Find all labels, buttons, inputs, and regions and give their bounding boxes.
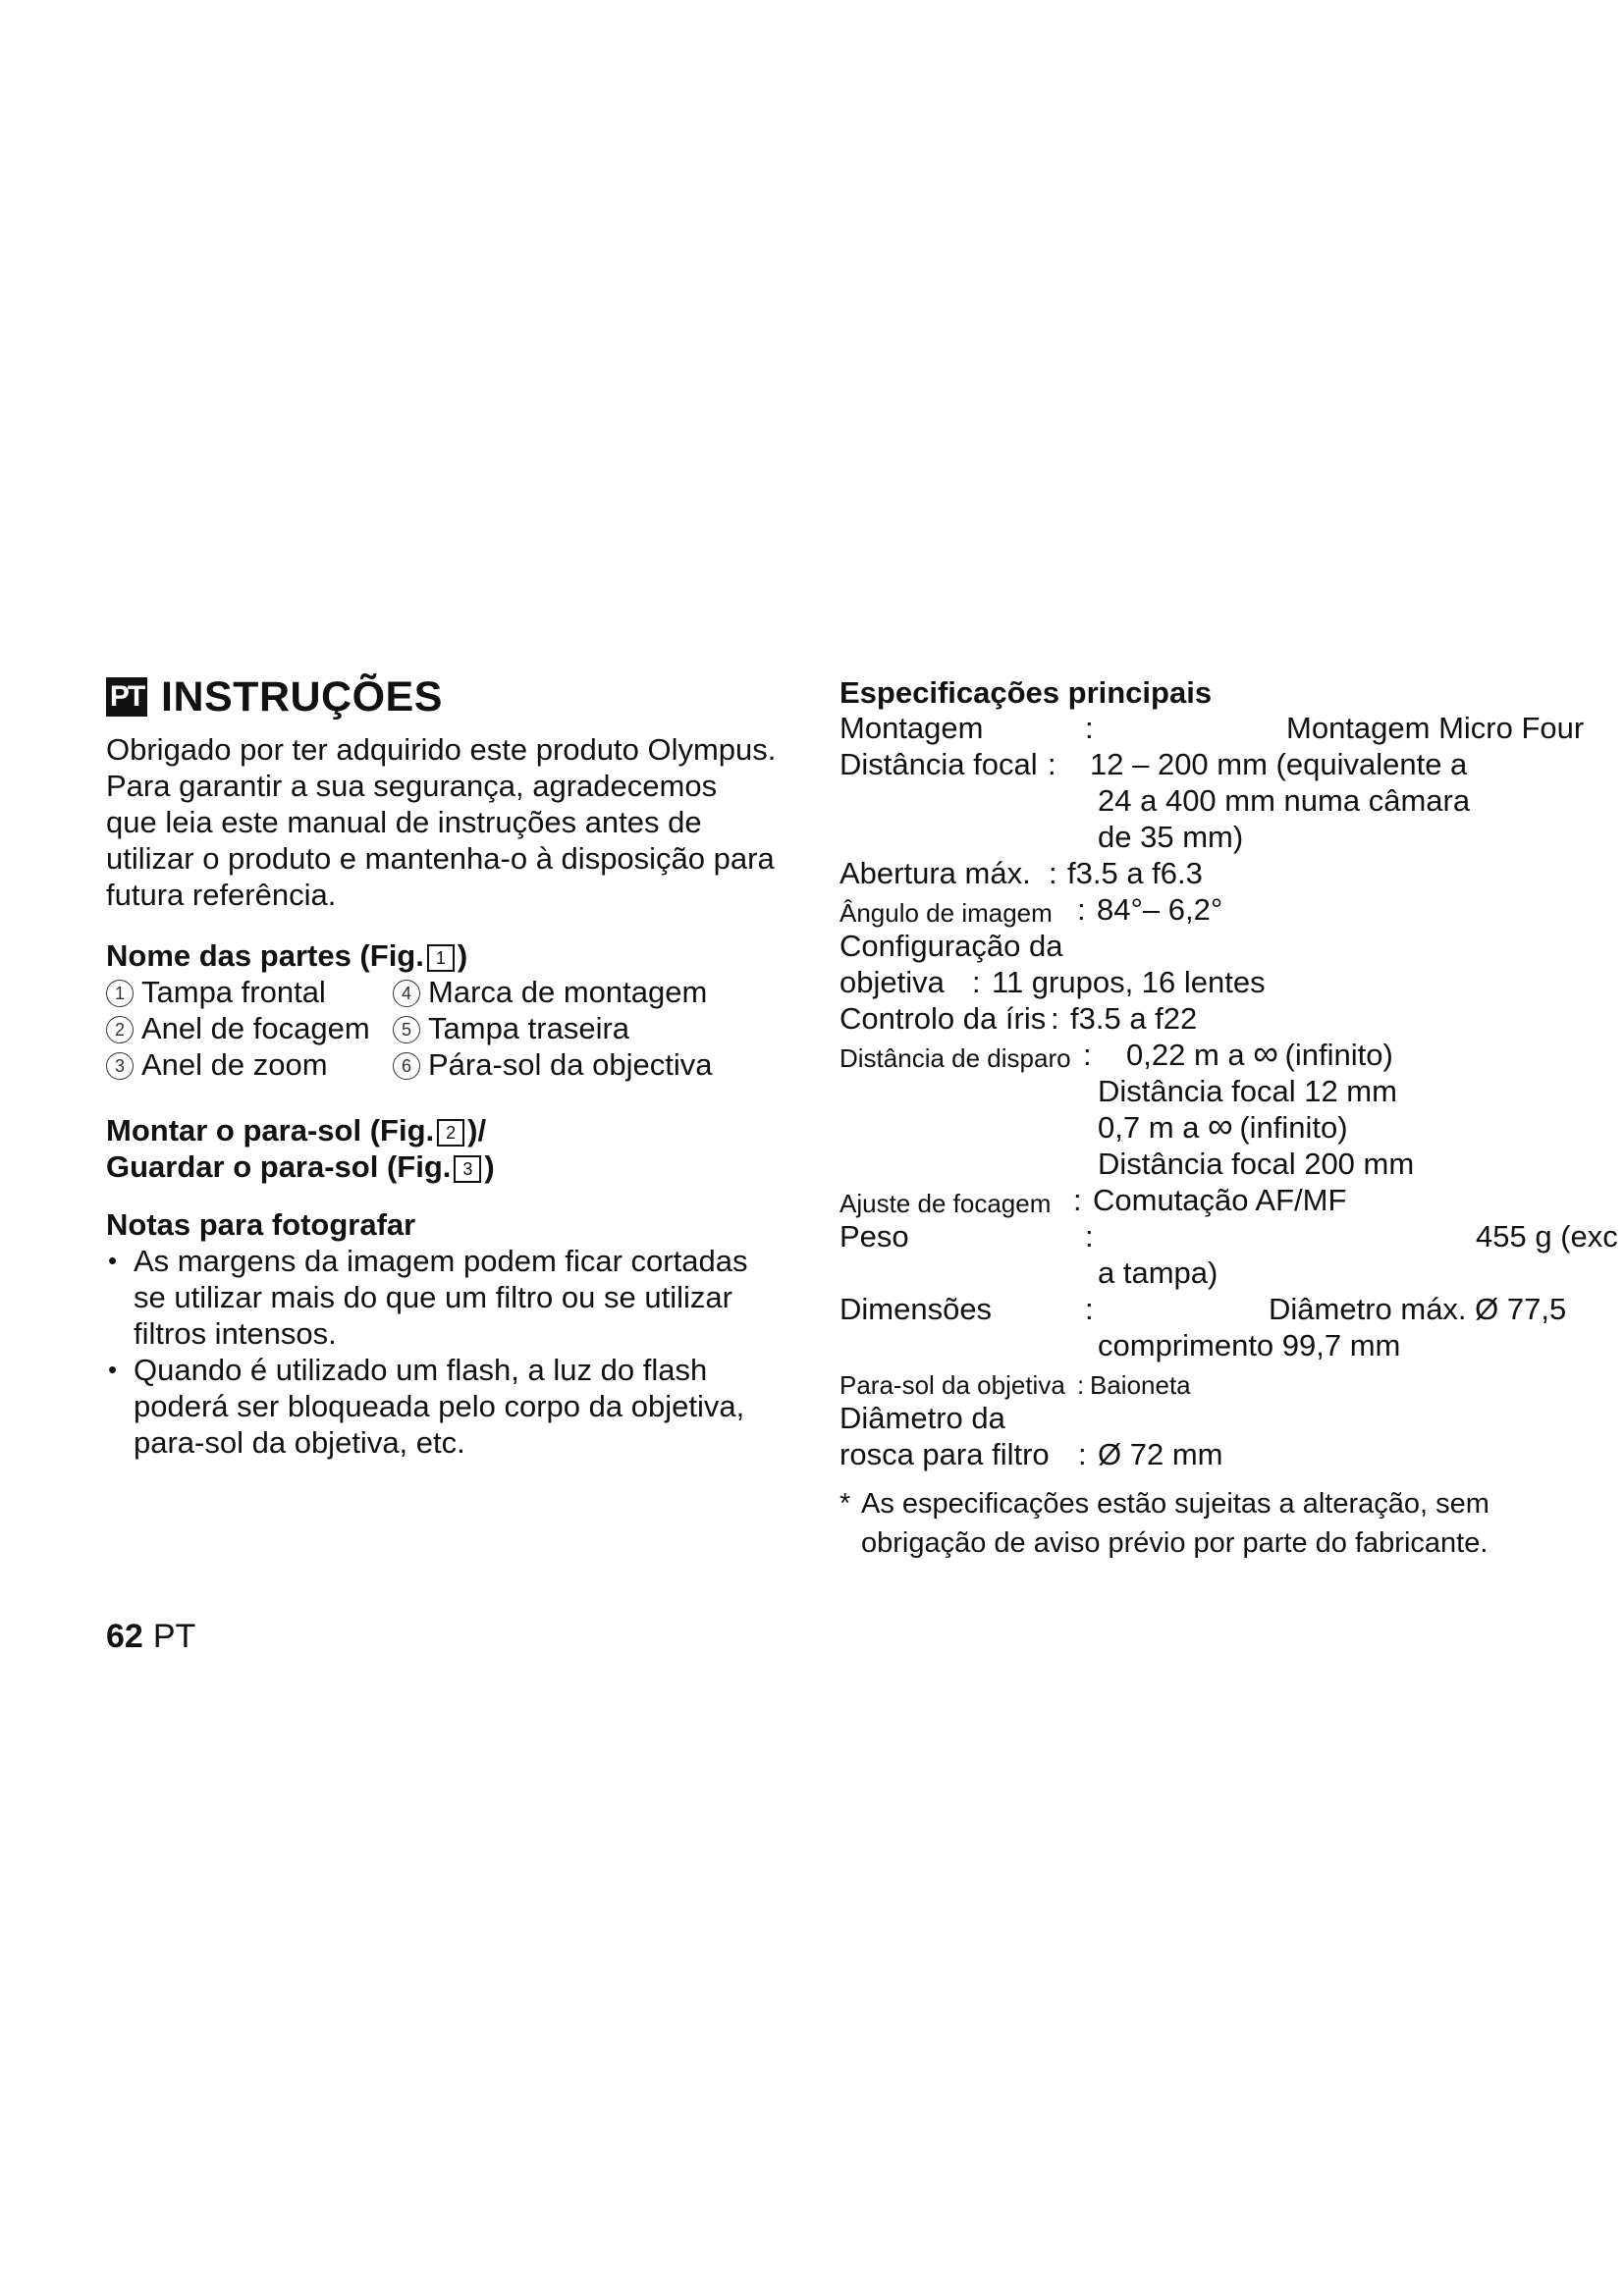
spec-label: objetiva bbox=[839, 965, 945, 999]
spec-row-weight bbox=[839, 1218, 1624, 1255]
note-line: As margens da imagem podem ficar cortadas bbox=[134, 1244, 748, 1278]
hood-section bbox=[106, 1112, 793, 1185]
parts-heading-text: Nome das partes (Fig. bbox=[106, 938, 424, 973]
spec-colon: : bbox=[1077, 1370, 1085, 1400]
spec-value: f3.5 a f6.3 bbox=[1067, 856, 1203, 890]
spec-row-config bbox=[839, 928, 1624, 964]
spec-label: Dimensões bbox=[839, 1292, 993, 1326]
footnote-asterisk: * bbox=[839, 1488, 851, 1520]
hood-heading-text: Guardar o para-sol (Fig. bbox=[106, 1149, 452, 1184]
spec-colon: : bbox=[1073, 1183, 1082, 1217]
spec-label: Diâmetro da bbox=[839, 1401, 1005, 1435]
spec-colon: : bbox=[1085, 1292, 1094, 1326]
notes-section bbox=[106, 1206, 793, 1461]
spec-row-focal bbox=[839, 746, 1624, 782]
spec-value: 12 – 200 mm (equivalente a bbox=[1090, 747, 1468, 781]
spec-value bbox=[1126, 1033, 1393, 1073]
part-label: Anel de focagem bbox=[141, 1011, 370, 1045]
spec-value: comprimento 99,7 mm bbox=[1098, 1328, 1401, 1362]
spec-row-config-cont bbox=[839, 964, 1624, 1000]
intro-line: Para garantir a sua segurança, agradecemos bbox=[106, 769, 718, 803]
spec-value: f3.5 a f22 bbox=[1070, 1001, 1198, 1036]
spec-colon: : bbox=[1048, 747, 1056, 781]
spec-label: Peso bbox=[839, 1219, 909, 1254]
part-item bbox=[393, 1046, 785, 1083]
page-language: PT bbox=[152, 1618, 196, 1655]
part-label: Tampa traseira bbox=[428, 1011, 630, 1045]
spec-row-mount bbox=[839, 710, 1624, 746]
hood-heading-close: )/ bbox=[467, 1113, 487, 1148]
page-title: INSTRUÇÕES bbox=[161, 672, 443, 721]
spec-label: Montagem bbox=[839, 711, 984, 745]
part-label: Tampa frontal bbox=[141, 975, 326, 1009]
notes-list bbox=[106, 1243, 793, 1461]
spec-value: Montagem Micro Four bbox=[1286, 711, 1585, 745]
spec-label: Controlo da íris bbox=[839, 1001, 1047, 1036]
infinity-icon: ∞ bbox=[1208, 1105, 1231, 1146]
notes-heading: Notas para fotografar bbox=[106, 1207, 416, 1242]
note-line: se utilizar mais do que um filtro ou se utilizar bbox=[134, 1280, 732, 1314]
spec-colon: : bbox=[1085, 1219, 1094, 1254]
spec-value: 455 g (exc bbox=[1476, 1219, 1618, 1254]
section-header bbox=[106, 672, 793, 721]
part-label: Marca de montagem bbox=[428, 975, 708, 1009]
spec-row-aperture bbox=[839, 855, 1624, 891]
spec-value: a tampa) bbox=[1098, 1255, 1218, 1290]
spec-value bbox=[1098, 1105, 1348, 1146]
spec-value-text: (infinito) bbox=[1239, 1110, 1348, 1145]
intro-line: utilizar o produto e mantenha-o à disposição para bbox=[106, 841, 775, 876]
parts-section bbox=[106, 937, 793, 1083]
page-footer bbox=[106, 1618, 195, 1656]
spec-row-weight-cont bbox=[839, 1255, 1624, 1291]
spec-row-dimensions bbox=[839, 1291, 1624, 1327]
spec-colon: : bbox=[1051, 1001, 1059, 1036]
spec-colon: : bbox=[1085, 711, 1094, 745]
spec-colon: : bbox=[1078, 1437, 1087, 1471]
figure-ref-icon: 3 bbox=[454, 1155, 481, 1183]
specifications-column bbox=[839, 675, 1624, 1578]
parts-heading-close: ) bbox=[457, 938, 468, 973]
spec-row-focus bbox=[839, 1182, 1624, 1218]
page-number: 62 bbox=[106, 1618, 143, 1655]
part-item bbox=[393, 974, 785, 1010]
spec-row-filter-cont bbox=[839, 1436, 1624, 1472]
part-label: Anel de zoom bbox=[141, 1047, 328, 1082]
spec-row-distance-cont bbox=[839, 1146, 1624, 1182]
part-item bbox=[393, 1010, 785, 1046]
spec-label: rosca para filtro bbox=[839, 1437, 1050, 1471]
spec-value: de 35 mm) bbox=[1098, 820, 1244, 854]
intro-paragraph bbox=[106, 731, 793, 913]
spec-row-focal-cont bbox=[839, 782, 1624, 819]
parts-list bbox=[106, 974, 793, 1083]
spec-row-focal-cont bbox=[839, 819, 1624, 855]
circled-number-icon: 5 bbox=[393, 1016, 420, 1043]
spec-value-text: (infinito) bbox=[1284, 1038, 1393, 1072]
circled-number-icon: 1 bbox=[106, 980, 134, 1007]
note-line: filtros intensos. bbox=[134, 1316, 337, 1351]
spec-row-distance bbox=[839, 1033, 1624, 1073]
spec-label: Distância de disparo bbox=[839, 1043, 1071, 1073]
spec-row-iris bbox=[839, 1000, 1624, 1037]
spec-value: Comutação AF/MF bbox=[1093, 1183, 1347, 1217]
hood-heading-line1 bbox=[106, 1112, 793, 1148]
spec-value-text: 0,22 m a bbox=[1126, 1038, 1245, 1072]
note-line: para-sol da objetiva, etc. bbox=[134, 1425, 465, 1460]
spec-row-distance-cont bbox=[839, 1105, 1624, 1146]
spec-colon: : bbox=[1077, 892, 1086, 927]
spec-value: Baioneta bbox=[1090, 1370, 1191, 1400]
spec-footnote bbox=[839, 1484, 1624, 1563]
circled-number-icon: 2 bbox=[106, 1016, 134, 1043]
parts-heading bbox=[106, 937, 793, 974]
hood-heading-text: Montar o para-sol (Fig. bbox=[106, 1113, 435, 1148]
spec-label: Abertura máx. bbox=[839, 856, 1031, 890]
spec-value: Ø 72 mm bbox=[1098, 1437, 1223, 1471]
left-column bbox=[106, 672, 793, 1461]
circled-number-icon: 3 bbox=[106, 1052, 134, 1080]
intro-line: Obrigado por ter adquirido este produto Olympus. bbox=[106, 732, 777, 767]
spec-label: Distância focal bbox=[839, 747, 1038, 781]
spec-colon: : bbox=[972, 965, 981, 999]
circled-number-icon: 6 bbox=[393, 1052, 420, 1080]
hood-heading-line2 bbox=[106, 1148, 793, 1185]
infinity-icon: ∞ bbox=[1253, 1033, 1276, 1073]
spec-row-distance-cont bbox=[839, 1073, 1624, 1109]
part-item bbox=[106, 974, 393, 1010]
spec-value: Diâmetro máx. Ø 77,5 bbox=[1269, 1292, 1567, 1326]
spec-row-hood bbox=[839, 1363, 1624, 1400]
spec-colon: : bbox=[1083, 1038, 1092, 1072]
spec-label: Ângulo de imagem bbox=[839, 898, 1053, 928]
part-item bbox=[106, 1046, 393, 1083]
spec-value: 84°– 6,2° bbox=[1097, 892, 1223, 927]
spec-label: Configuração da bbox=[839, 929, 1063, 963]
footnote-line: As especificações estão sujeitas a alteração, sem bbox=[861, 1488, 1489, 1520]
spec-label: Para-sol da objetiva bbox=[839, 1370, 1065, 1400]
spec-row-filter bbox=[839, 1400, 1624, 1436]
note-line: Quando é utilizado um flash, a luz do flash bbox=[134, 1353, 708, 1387]
note-bullet bbox=[106, 1243, 793, 1352]
note-line: poderá ser bloqueada pelo corpo da objetiva, bbox=[134, 1389, 745, 1423]
specs-title: Especificações principais bbox=[839, 675, 1213, 710]
part-label: Pára-sol da objectiva bbox=[428, 1047, 713, 1082]
figure-ref-icon: 1 bbox=[427, 944, 455, 972]
spec-value-text: 0,7 m a bbox=[1098, 1110, 1200, 1145]
spec-value: Distância focal 200 mm bbox=[1098, 1147, 1415, 1181]
spec-row-angle bbox=[839, 891, 1624, 928]
spec-label: Ajuste de focagem bbox=[839, 1189, 1052, 1218]
spec-value: Distância focal 12 mm bbox=[1098, 1074, 1397, 1108]
spec-value: 11 grupos, 16 lentes bbox=[992, 965, 1266, 999]
note-bullet bbox=[106, 1352, 793, 1461]
language-badge: PT bbox=[106, 677, 147, 717]
spec-colon: : bbox=[1049, 856, 1057, 890]
spec-row-dimensions-cont bbox=[839, 1327, 1624, 1363]
footnote-line: obrigação de aviso prévio por parte do fabricante. bbox=[861, 1527, 1489, 1559]
part-item bbox=[106, 1010, 393, 1046]
intro-line: futura referência. bbox=[106, 878, 337, 912]
spec-value: 24 a 400 mm numa câmara bbox=[1098, 783, 1471, 818]
circled-number-icon: 4 bbox=[393, 980, 420, 1007]
intro-line: que leia este manual de instruções antes de bbox=[106, 805, 702, 839]
hood-heading-close: ) bbox=[484, 1149, 495, 1184]
figure-ref-icon: 2 bbox=[437, 1119, 464, 1147]
